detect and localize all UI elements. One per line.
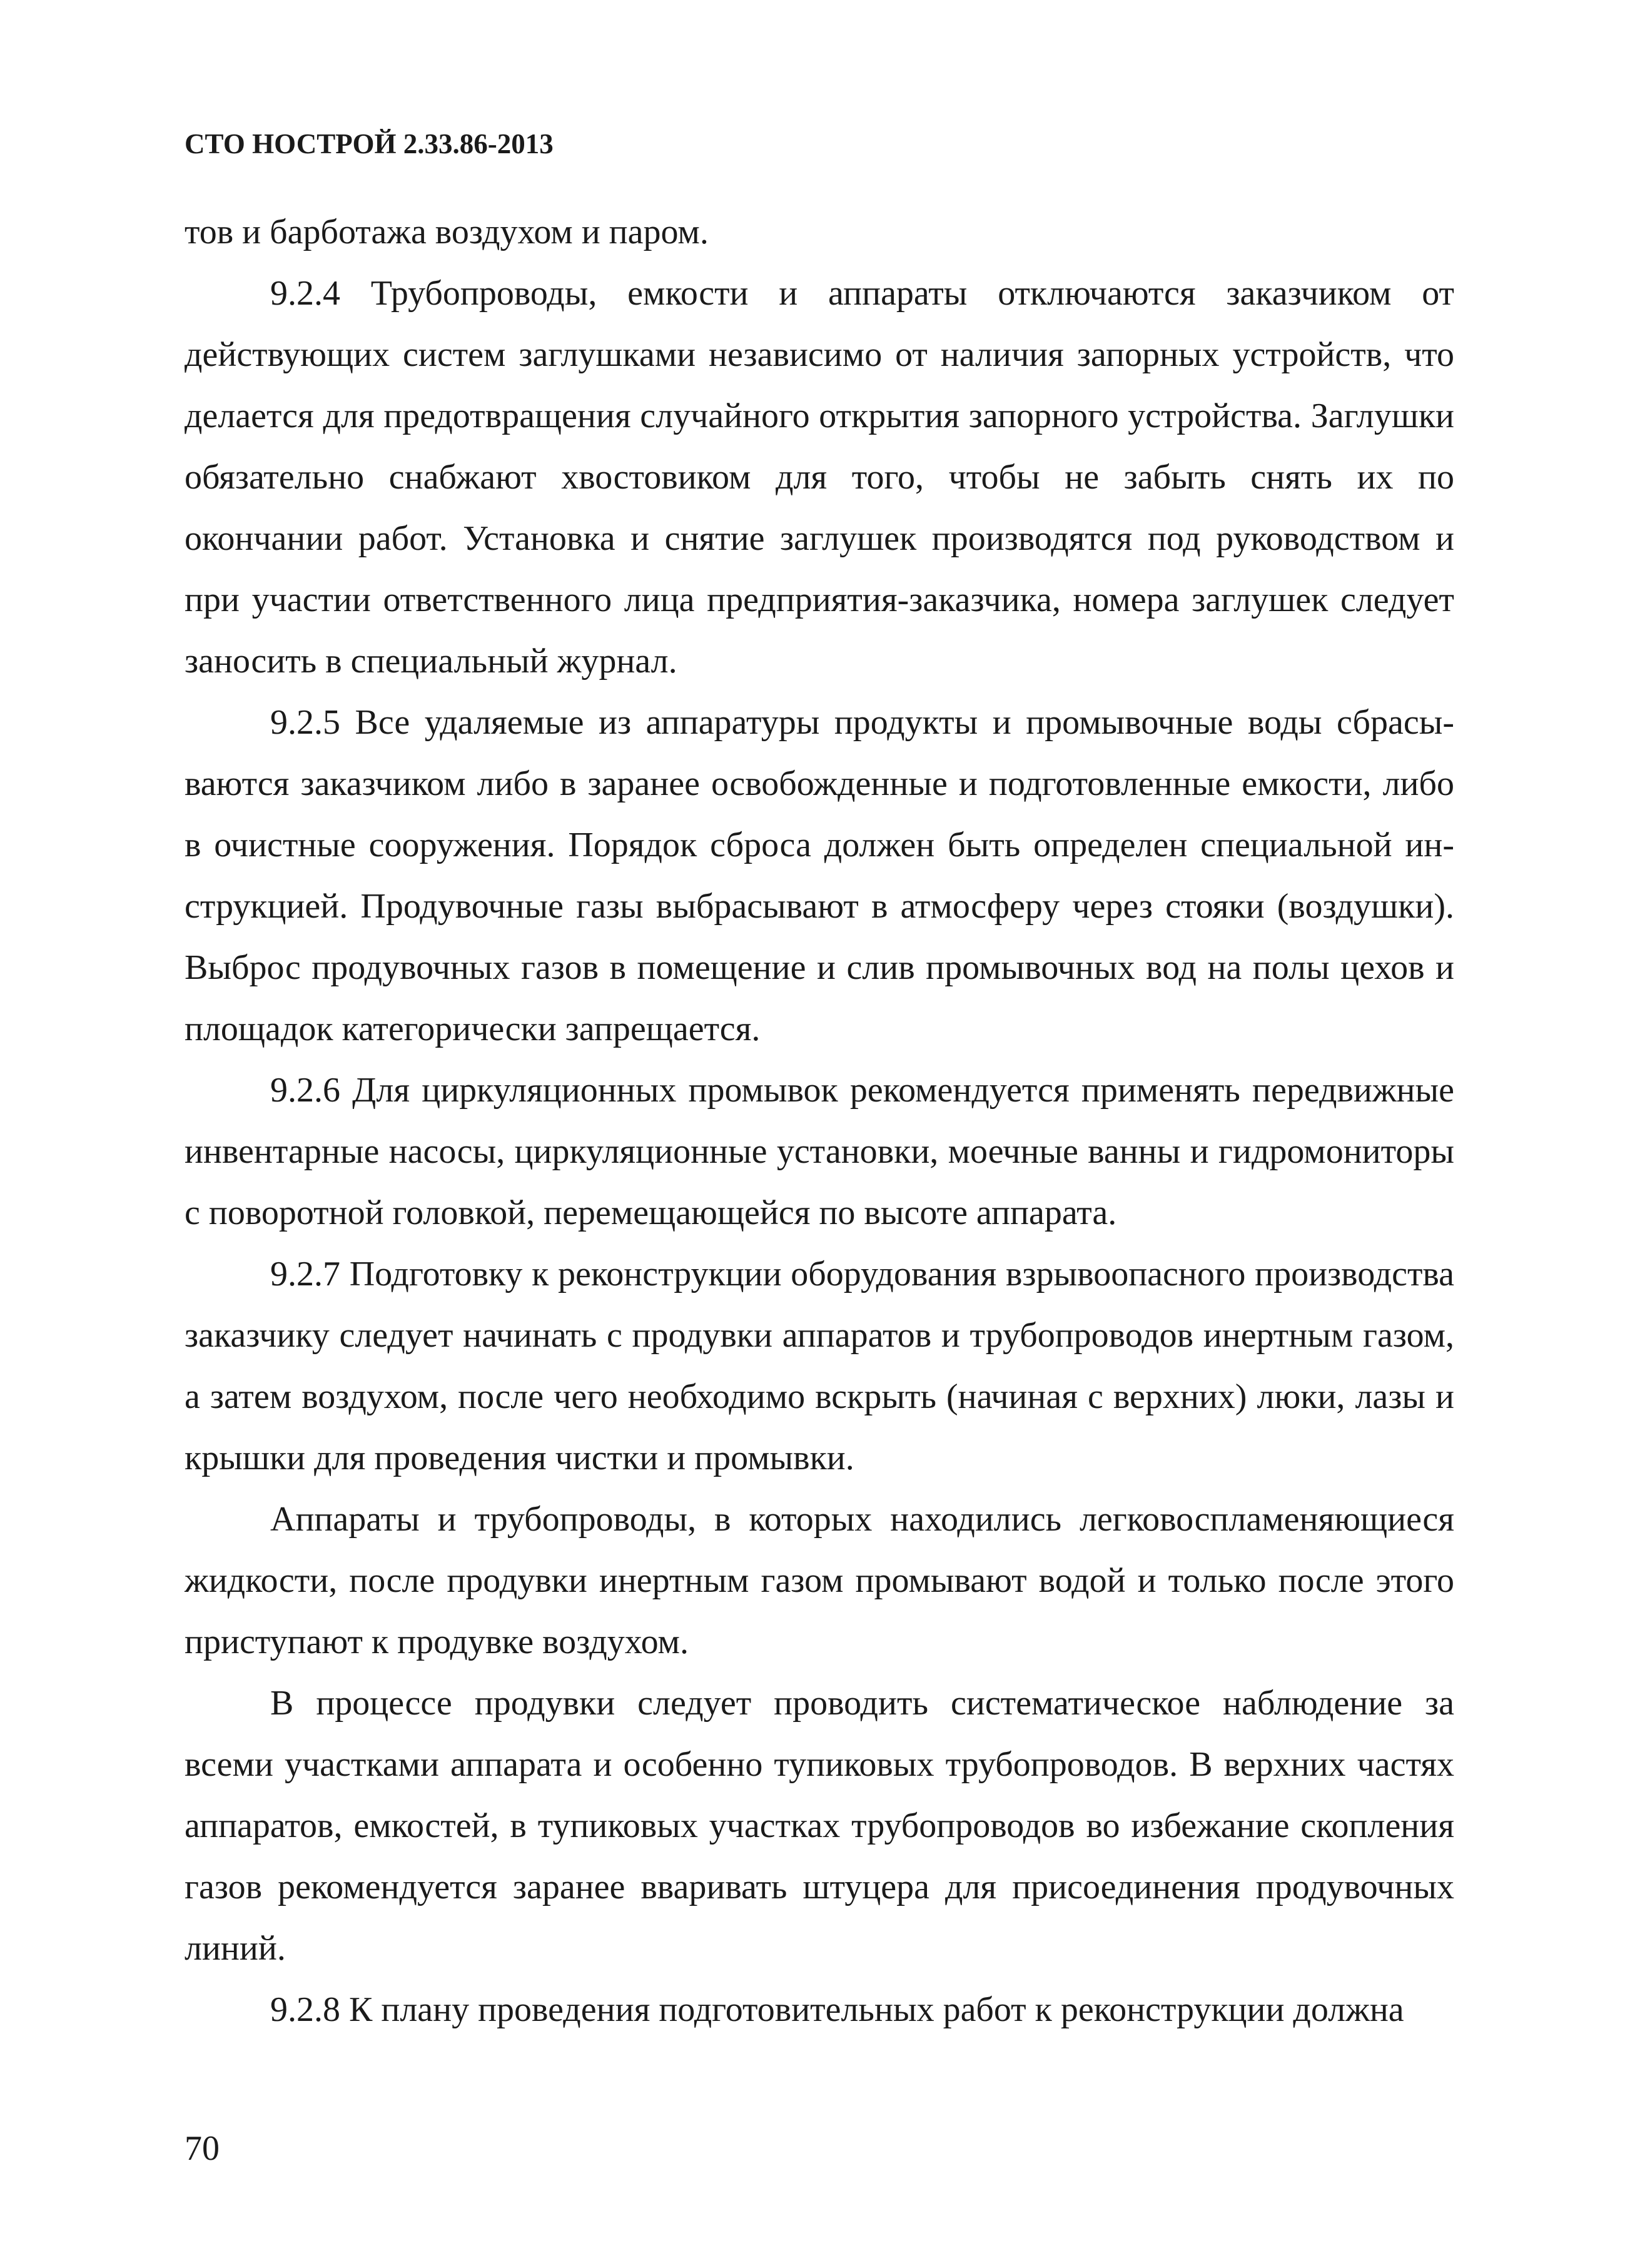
- paragraph-continuation: тов и барботажа воздухом и паром.: [185, 213, 709, 251]
- paragraph-9-2-4: 9.2.4 Трубопроводы, емкости и аппараты отключаются заказчиком от действующих систем заглушками независимо от наличия запорных устройств, что делается для предотвращения случайного открытия запорного устройства. Заглушки обязательно снабжают хвостовиком для того, чтобы не забыть снять их по окончании работ. Установка и снятие заглушек производятся под руководством и при участии ответственного лица предприятия-заказчика, номера заглушек следует заносить в специальный журнал.: [185, 274, 1454, 681]
- body-text: [185, 201, 1454, 2040]
- paragraph-9-2-7: 9.2.7 Подготовку к реконструкции оборудования взрывоопасного производства заказчику следует начинать с продувки аппаратов и трубопроводов инертным газом, а затем воздухом, после чего необходимо вскрыть (начиная с верхних) люки, лазы и крышки для проведения чистки и промывки.: [185, 1255, 1454, 1477]
- paragraph-purge-observation: В процессе продувки следует проводить систематическое наблюдение за всеми участками аппарата и особенно тупиковых трубопроводов. В верхних частях аппаратов, емкостей, в тупиковых участках трубопроводов во избежание скопления газов рекомендуется заранее вваривать штуцера для присоединения продувочных линий.: [185, 1684, 1454, 1968]
- page-number: 70: [185, 2129, 220, 2168]
- paragraph-9-2-5: 9.2.5 Все удаляемые из аппаратуры продукты и промывочные воды сбрасываются заказчиком либо в заранее освобожденные и подготовленные емкости, либо в очистные сооружения. Порядок сброса должен быть определен специальной инструкцией. Продувочные газы выбрасывают в атмосферу через стояки (воздушки). Выброс продувочных газов в помещение и слив промывочных вод на полы цехов и площадок категорически запрещается.: [185, 703, 1454, 1048]
- document-header-standard-code: СТО НОСТРОЙ 2.33.86-2013: [185, 128, 554, 159]
- paragraph-9-2-6: 9.2.6 Для циркуляционных промывок рекомендуется применять передвижные инвентарные насосы, циркуляционные установки, моечные ванны и гидромониторы с поворотной головкой, перемещающейся по высоте аппарата.: [185, 1071, 1454, 1232]
- paragraph-flammable-liquids: Аппараты и трубопроводы, в которых находились легковоспламеняющиеся жидкости, после продувки инертным газом промывают водой и только после этого приступают к продувке воздухом.: [185, 1500, 1454, 1661]
- paragraph-9-2-8: 9.2.8 К плану проведения подготовительных работ к реконструкции должна: [270, 1990, 1404, 2029]
